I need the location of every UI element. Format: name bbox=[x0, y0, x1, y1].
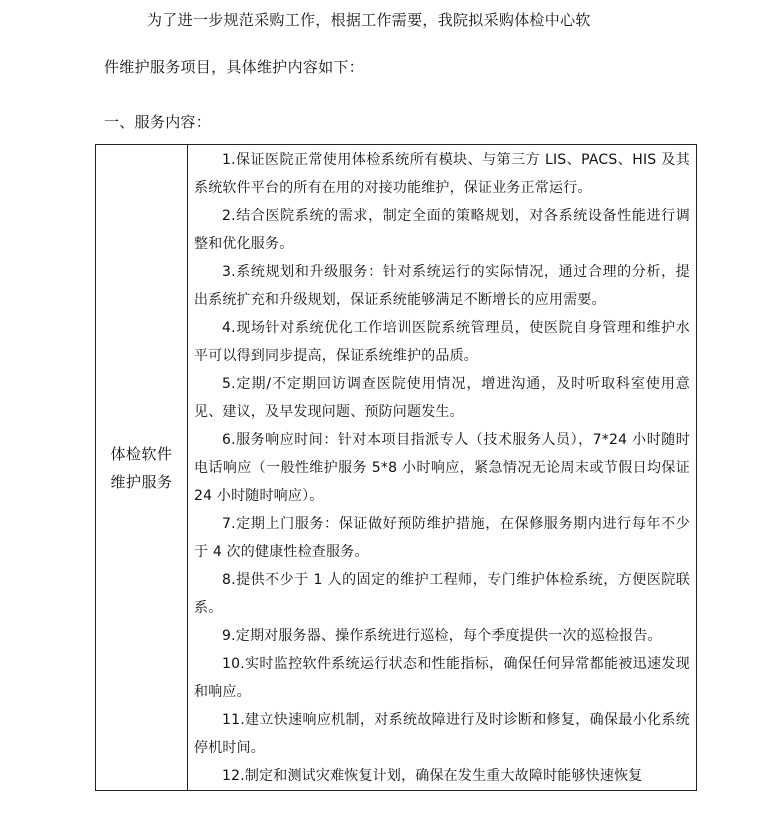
service-item: 3.系统规划和升级服务：针对系统运行的实际情况，通过合理的分析，提出系统扩充和升级规划，保证系统能够满足不断增长的应用需要。 bbox=[194, 264, 690, 308]
service-item: 7.定期上门服务：保证做好预防维护措施，在保修服务期内进行每年不少于 4 次的健康性检查服务。 bbox=[194, 516, 690, 560]
table-row bbox=[96, 145, 697, 791]
intro-paragraph-line-1: 为了进一步规范采购工作，根据工作需要，我院拟采购体检中心软 bbox=[147, 11, 591, 29]
service-item: 6.服务响应时间：针对本项目指派专人（技术服务人员），7*24 小时随时电话响应（一般性维护服务 5*8 小时响应，紧急情况无论周末或节假日均保证 24 小时随时响应）。 bbox=[194, 432, 690, 504]
service-label-line-2: 维护服务 bbox=[110, 472, 173, 491]
service-content-table bbox=[95, 144, 697, 791]
service-item: 1.保证医院正常使用体检系统所有模块、与第三方 LIS、PACS、HIS 及其系统软件平台的所有在用的对接功能维护，保证业务正常运行。 bbox=[194, 152, 690, 196]
service-item: 8.提供不少于 1 人的固定的维护工程师，专门维护体检系统，方便医院联系。 bbox=[194, 572, 690, 616]
service-item: 4.现场针对系统优化工作培训医院系统管理员，使医院自身管理和维护水平可以得到同步提高，保证系统维护的品质。 bbox=[194, 320, 690, 364]
service-item: 11.建立快速响应机制，对系统故障进行及时诊断和修复，确保最小化系统停机时间。 bbox=[194, 712, 690, 756]
section-heading: 一、服务内容： bbox=[104, 113, 212, 131]
service-label-cell bbox=[96, 145, 188, 791]
service-item: 5.定期/不定期回访调查医院使用情况，增进沟通，及时听取科室使用意见、建议，及早发现问题、预防问题发生。 bbox=[194, 376, 690, 420]
intro-paragraph-line-2: 件维护服务项目，具体维护内容如下： bbox=[104, 58, 365, 76]
service-item: 10.实时监控软件系统运行状态和性能指标，确保任何异常都能被迅速发现和响应。 bbox=[194, 656, 690, 700]
service-item: 2.结合医院系统的需求，制定全面的策略规划，对各系统设备性能进行调整和优化服务。 bbox=[194, 208, 690, 252]
service-items-cell bbox=[188, 145, 697, 791]
service-item: 9.定期对服务器、操作系统进行巡检，每个季度提供一次的巡检报告。 bbox=[222, 628, 662, 644]
service-label-line-1: 体检软件 bbox=[110, 444, 173, 463]
service-item: 12.制定和测试灾难恢复计划，确保在发生重大故障时能够快速恢复 bbox=[222, 768, 643, 784]
